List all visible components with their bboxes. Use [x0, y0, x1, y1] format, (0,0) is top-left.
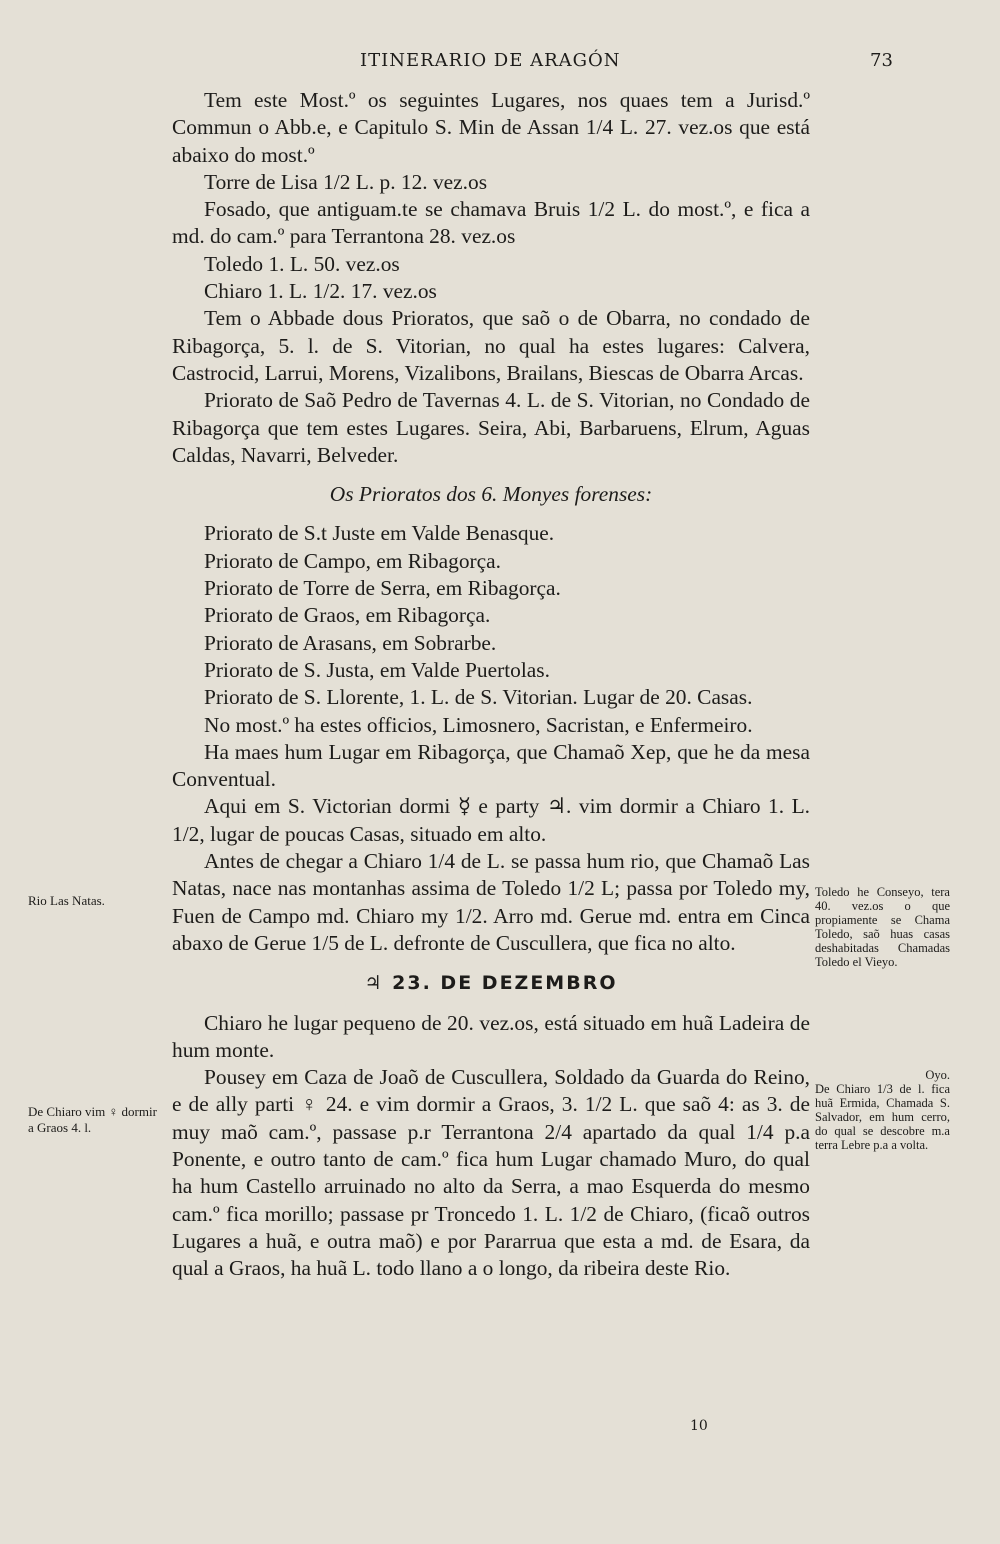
running-title: ITINERARIO DE ARAGÓN	[360, 50, 621, 71]
paragraph: Pousey em Caza de Joaõ de Cuscullera, Soldado da Guarda do Reino, e de ally parti ♀ 24. e vim dormir a Graos, 3. 1/2 L. que saõ 4: as 3. de muy maõ cam.º, passase p.r Terrantona 2/4 apartado da qual 1/4 p.a Ponente, e outro tanto de cam.º fica hum Lugar chamado Muro, do qual ha hum Castello arruinado no alto da Serra, a mao Esquerda do mesmo cam.º fica morillo; passase pr Troncedo 1. L. 1/2 de Chiaro, (ficaõ outros Lugares a huã, e outra maõ) e por Pararrua que esta a md. de Esara, da qual a Graos, ha huã L. todo llano a o longo, da ribeira deste Rio.	[172, 1065, 810, 1281]
paragraph: No most.º ha estes officios, Limosnero, Sacristan, e Enfermeiro.	[204, 712, 753, 737]
priorato-item: Priorato de Torre de Serra, em Ribagorça.	[204, 576, 561, 601]
paragraph: Ha maes hum Lugar em Ribagorça, que Chamaõ Xep, que he da mesa Conventual.	[172, 739, 810, 792]
paragraph: Toledo 1. L. 50. vez.os	[204, 251, 400, 276]
page-header	[0, 50, 1000, 80]
paragraph: Torre de Lisa 1/2 L. p. 12. vez.os	[204, 169, 488, 194]
priorato-item: Priorato de Campo, em Ribagorça.	[204, 548, 502, 573]
priorato-item: Priorato de S. Llorente, 1. L. de S. Vitorian. Lugar de 20. Casas.	[204, 685, 753, 710]
priorato-item: Priorato de Arasans, em Sobrarbe.	[204, 630, 497, 655]
margin-note-oyo	[815, 1068, 950, 1152]
page-number: 73	[870, 50, 893, 71]
priorato-item: Priorato de Graos, em Ribagorça.	[204, 603, 491, 628]
margin-note-rio: Rio Las Natas.	[28, 893, 105, 908]
body-text	[172, 87, 810, 1282]
margin-note-de-chiaro: De Chiaro vim ♀ dormir a Graos 4. l.	[28, 1104, 157, 1135]
paragraph: Aqui em S. Victorian dormi ☿ e party ♃. vim dormir a Chiaro 1. L. 1/2, lugar de poucas Casas, situado em alto.	[172, 794, 810, 846]
paragraph: Priorato de Saõ Pedro de Tavernas 4. L. de S. Vitorian, no Condado de Ribagorça que tem estes Lugares. Seira, Abi, Barbaruens, Elrum, Aguas Caldas, Navarri, Belveder.	[172, 388, 810, 467]
paragraph: Antes de chegar a Chiaro 1/4 de L. se passa hum rio, que Chamaõ Las Natas, nace nas montanhas assima de Toledo 1/2 L; passa por Toledo my, Fuen de Campo md. Chiaro my 1/2. Arro md. Gerue md. entra em Cinca abaxo de Gerue 1/5 de L. defronte de Cuscullera, que fica no alto.	[172, 849, 810, 955]
date-heading: ♃ 23. DE DEZEMBRO	[364, 972, 618, 995]
folio-number: 10	[690, 1418, 708, 1434]
paragraph: Chiaro he lugar pequeno de 20. vez.os, está situado em huã Ladeira de hum monte.	[172, 1010, 810, 1062]
priorato-item: Priorato de S.t Juste em Valde Benasque.	[204, 521, 555, 546]
margin-note-oyo-title: Oyo.	[925, 1068, 950, 1082]
paragraph: Chiaro 1. L. 1/2. 17. vez.os	[204, 279, 437, 304]
priorato-item: Priorato de S. Justa, em Valde Puertolas.	[204, 657, 550, 682]
paragraph: Tem este Most.º os seguintes Lugares, nos quaes tem a Jurisd.º Commun o Abb.e, e Capitulo S. Min de Assan 1/4 L. 27. vez.os que está abaixo do most.º	[172, 88, 810, 167]
paragraph: Tem o Abbade dous Prioratos, que saõ o de Obarra, no condado de Ribagorça, 5. l. de S. Vitorian, no qual ha estes lugares: Calvera, Castrocid, Larrui, Morens, Vizalibons, Brailans, Biescas de Obarra Arcas.	[172, 306, 810, 385]
section-title: Os Prioratos dos 6. Monyes forenses:	[329, 482, 653, 507]
paragraph: Fosado, que antiguam.te se chamava Bruis 1/2 L. do most.º, e fica a md. do cam.º para Terrantona 28. vez.os	[172, 197, 810, 249]
margin-note-toledo: Toledo he Conseyo, tera 40. vez.os o que propiamente se Chama Toledo, saõ huas casas deshabitadas Chamadas Toledo el Vieyo.	[815, 885, 950, 969]
margin-note-oyo-text: De Chiaro 1/3 de l. fica huã Ermida, Chamada S. Salvador, em hum cerro, do qual se descobre m.a terra Lebre p.a a volta.	[815, 1082, 950, 1152]
